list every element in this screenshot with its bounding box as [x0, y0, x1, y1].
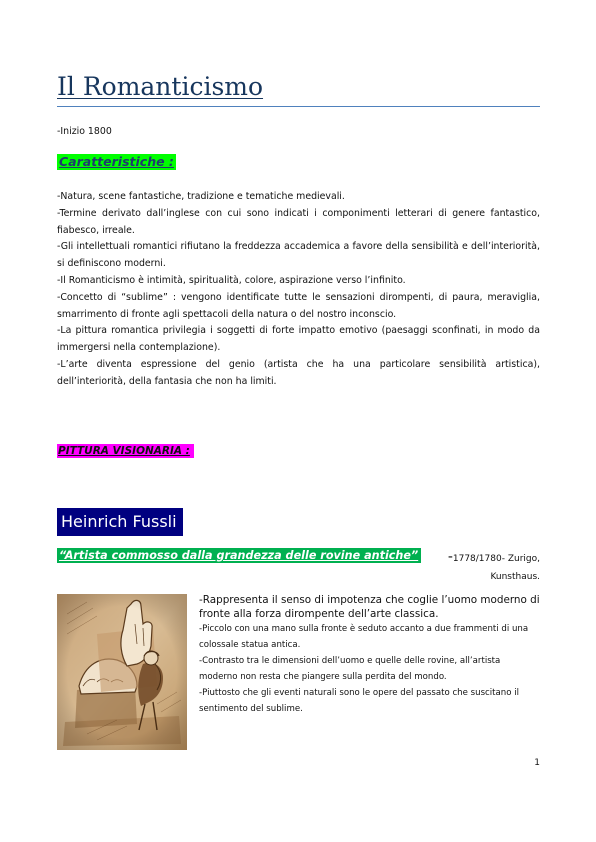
page-number: 1: [534, 758, 540, 768]
description-lead: -Rappresenta il senso di impotenza che coglie l’uomo moderno di fronte alla forza dirompente dell’arte classica.: [199, 594, 540, 620]
artwork-drawing: [57, 594, 187, 750]
characteristics-list: [57, 189, 540, 391]
list-item: -Gli intellettuali romantici rifiutano la freddezza accademica a favore della sensibilità e dell’interiorità, si definiscono moderni.: [57, 241, 540, 270]
artwork-image: [57, 594, 187, 750]
artwork-museum: Kunsthaus.: [490, 572, 540, 582]
list-item: -Natura, scene fantastiche, tradizione e tematiche medievali.: [57, 191, 345, 202]
list-item: -La pittura romantica privilegia i soggetti di forte impatto emotivo (paesaggi sconfinati, in modo da immergersi nella contemplazione).: [57, 325, 540, 354]
artwork-title: “Artista commosso dalla grandezza delle rovine antiche”: [57, 548, 421, 563]
list-item: -Il Romanticismo è intimità, spiritualità, colore, aspirazione verso l’infinito.: [57, 274, 406, 286]
description-item: -Piccolo con una mano sulla fronte è seduto accanto a due frammenti di una colossale statua antica.: [199, 624, 529, 650]
date-dash: -: [447, 549, 453, 565]
artwork-city: Zurigo,: [507, 554, 540, 564]
list-item: -Concetto di “sublime” : vengono identificate tutte le sensazioni dirompenti, di paura, meraviglia, smarrimento di fronte agli spettacoli della natura o del nostro inconscio.: [57, 291, 540, 320]
page-title: Il Romanticismo: [57, 72, 264, 101]
section-heading-caratteristiche: Caratteristiche :: [59, 154, 174, 169]
section-heading-pittura-visionaria: PITTURA VISIONARIA :: [57, 444, 194, 458]
list-item: -Termine derivato dall’inglese con cui sono indicati i componimenti letterari di genere fantastico, fiabesco, irreale.: [57, 207, 540, 236]
artwork-date: 1778/1780-: [452, 554, 505, 564]
artwork-description: [199, 593, 541, 717]
artist-name-heading: Heinrich Fussli: [57, 508, 183, 536]
description-item: -Piuttosto che gli eventi naturali sono le opere del passato che suscitano il sentimento del sublime.: [199, 688, 519, 714]
intro-line: -Inizio 1800: [57, 126, 112, 137]
list-item: -L’arte diventa espressione del genio (artista che ha una particolare sensibilità artistica), dell’interiorità, della fantasia che non ha limiti.: [57, 358, 540, 387]
artwork-date-location: [442, 548, 540, 586]
description-item: -Contrasto tra le dimensioni dell’uomo e quelle delle rovine, all’artista moderno non resta che piangere sulla perdita del mondo.: [199, 656, 501, 682]
title-divider: [57, 106, 540, 107]
